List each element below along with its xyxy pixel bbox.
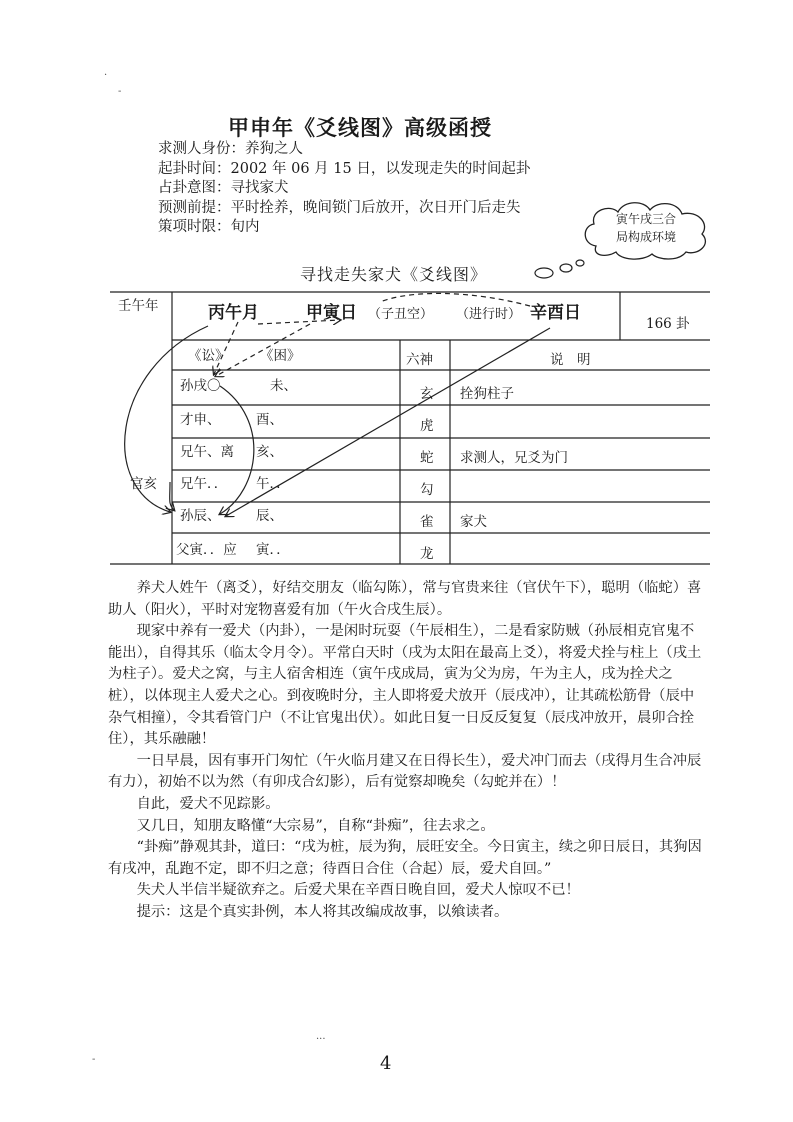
- yao-right: 寅．．: [256, 542, 290, 558]
- paragraph: 现家中养有一爱犬（内卦），一是闲时玩耍（午辰相生），二是看家防贼（孙辰相克官鬼不能出），自得其乐（临太令月令）。平常白天时（戌为太阳在最高上爻），将爱犬拴与柱上（戌土为柱子）。爱犬之窝，与主人宿舍相连（寅午戌成局，寅为父为房，午为主人，戌为拴犬之桩），以体现主人爱犬之心。到夜晚时分，主人即将爱犬放开（辰戌冲），让其疏松筋骨（辰中杂气相撞），令其看管门户（不让官鬼出伏）。如此日复一日反反复复（辰戌冲放开，晨卯合拴住），其乐融融！: [108, 623, 702, 748]
- yao-right: 亥、: [256, 444, 283, 460]
- scan-speck: -: [92, 1054, 96, 1065]
- story-text: [108, 578, 708, 924]
- cloud-text-line: 局构成环境: [615, 230, 676, 244]
- liushen: 勾: [420, 482, 434, 498]
- page-title: 甲申年《爻线图》高级函授: [228, 115, 492, 140]
- yao-left: 兄午．．: [180, 476, 228, 492]
- yao-connection-arrows: [110, 290, 710, 570]
- paragraph: 提示：这是个真实卦例，本人将其改编成故事，以飨读者。: [108, 903, 509, 920]
- paragraph: 失犬人半信半疑欲弃之。后爱犬果在辛酉日晚自回，爱犬人惊叹不已！: [108, 882, 580, 899]
- yao-right: 未、: [270, 378, 297, 394]
- yao-right: 午．．: [256, 476, 290, 492]
- changed-gua-name: 《困》: [260, 348, 301, 364]
- page-number: 4: [380, 1053, 392, 1074]
- kongwang: （子丑空）: [368, 307, 434, 322]
- meta-line: 占卦意图：寻找家犬: [158, 180, 289, 197]
- liushen: 蛇: [420, 450, 434, 466]
- liushen: 雀: [420, 514, 434, 530]
- yao-right: 辰、: [256, 508, 283, 524]
- paragraph: “卦痴”静观其卦，道曰：“戌为桩，辰为狗，辰旺安全。今日寅主，续之卯日辰日，其狗因有戌冲，乱跑不定，即不归之意；待酉日合住（合起）辰，爱犬自回。”: [108, 839, 702, 877]
- day-pillar: 甲寅日: [306, 303, 357, 323]
- chart-title: 寻找走失家犬《爻线图》: [300, 265, 488, 284]
- meta-line: 策项时限：旬内: [158, 219, 260, 236]
- meta-line: 预测前提：平时拴养，晚间锁门后放开，次日开门后走失: [158, 199, 521, 216]
- paragraph: 养犬人姓午（离爻），好结交朋友（临勾陈），常与官贵来往（官伏午下），聪明（临蛇）喜助人（阳火），平时对宠物喜爱有加（午火合戌生辰）。: [108, 580, 702, 618]
- yao-right: 酉、: [256, 412, 283, 428]
- yao-note: 家犬: [460, 514, 487, 530]
- year-pillar: 壬午年: [118, 298, 159, 314]
- meta-line: 求测人身份：养狗之人: [158, 141, 303, 157]
- note-header: 说 明: [550, 352, 591, 368]
- yao-note: 求测人，兄爻为门: [460, 450, 568, 466]
- liushen: 虎: [420, 418, 434, 434]
- gua-number: 166 卦: [646, 316, 690, 332]
- paragraph: 一日早晨，因有事开门匆忙（午火临月建又在日得长生），爱犬冲门而去（戌得月生合冲辰有力），初始不以为然（有卯戌合幻影），后有觉察却晚矣（勾蛇并在）！: [108, 752, 702, 791]
- paragraph: 自此，爱犬不见踪影。: [108, 795, 280, 812]
- yao-left: 孙戌〇: [180, 378, 221, 394]
- yao-left: 才申、: [180, 412, 221, 428]
- thought-cloud: [578, 196, 714, 262]
- time-label: （进行时）: [456, 307, 522, 322]
- liushen: 玄: [420, 386, 434, 402]
- scan-speck: ·: [104, 70, 108, 81]
- hidden-yao: 官亥: [130, 476, 157, 492]
- month-pillar: 丙午月: [208, 303, 259, 323]
- yao-left: 父寅．．应: [176, 542, 237, 558]
- yao-note: 拴狗柱子: [460, 386, 514, 402]
- hour-pillar: 辛酉日: [530, 303, 581, 323]
- meta-line: 起卦时间：2002 年 06 月 15 日，以发现走失的时间起卦: [158, 160, 531, 177]
- liushen: 龙: [420, 546, 434, 562]
- yao-left: 孙辰、: [180, 508, 221, 524]
- cloud-text-line: 寅午戌三合: [615, 212, 676, 226]
- paragraph: 又几日，知朋友略懂“大宗易”，自称“卦痴”，往去求之。: [108, 817, 495, 834]
- case-metadata: [158, 140, 530, 238]
- scan-speck: ···: [316, 1034, 326, 1045]
- thought-bubbles-icon: [530, 256, 590, 280]
- original-gua-name: 《讼》: [188, 348, 229, 364]
- liushen-header: 六神: [406, 352, 433, 368]
- yao-left: 兄午、离: [180, 444, 234, 460]
- scan-speck: -: [118, 86, 122, 97]
